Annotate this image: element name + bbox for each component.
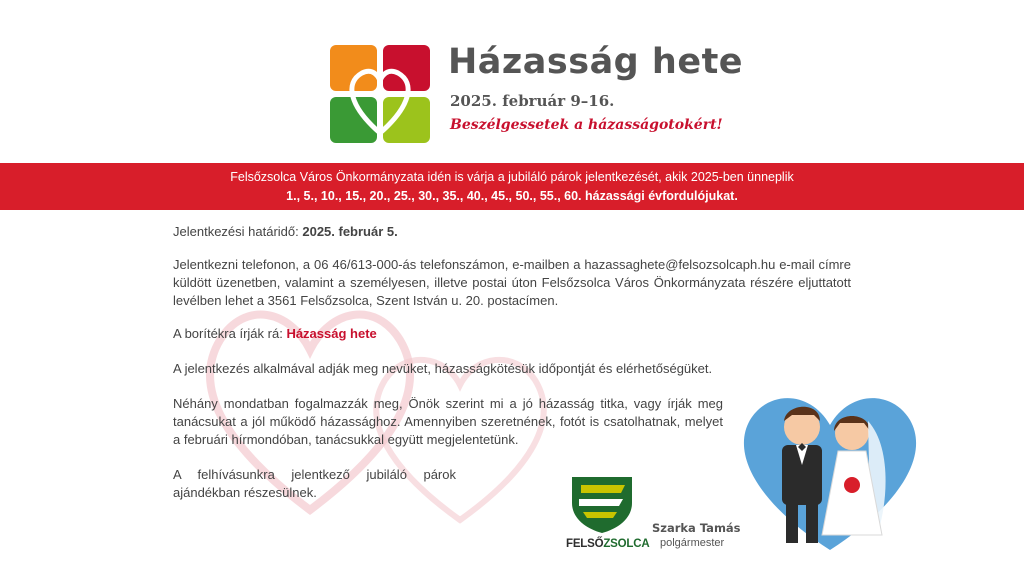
event-title: Házasság hete [448,42,744,82]
banner-line-2: 1., 5., 10., 15., 20., 25., 30., 35., 40., 45., 50., 55., 60. házassági évfordulójukat. [286,189,738,203]
details-paragraph: A jelentkezés alkalmával adják meg nevüket, házasságkötésük időpontját és elérhetőségüket. [173,361,713,376]
town-name-part-1: FELSŐ [566,538,604,550]
town-coat-of-arms-logo [567,473,637,535]
envelope-paragraph [173,325,851,343]
deadline-paragraph [173,223,851,241]
town-name-part-2: ZSOLCA [603,538,650,550]
deadline-value: 2025. február 5. [302,224,398,239]
apply-paragraph: Jelentkezni telefonon, a 06 46/613-000-ás telefonszámon, e-mailben a hazassaghete@felsozsolcaph.hu e-mail címre küldött üzenetben, valamint a személyesen, illetve postai úton Felsőzsolca Város Önkormányzata részére eljuttatott levélben lehet a 3561 Felsőzsolca, Szent István u. 20. postacímen. [173,257,851,308]
announcement-banner [0,163,1024,210]
deadline-label: Jelentkezési határidő: [173,224,303,239]
mayor-name: Szarka Tamás [652,521,741,535]
event-date: 2025. február 9–16. [450,92,615,110]
gift-paragraph: A felhívásunkra jelentkező jubiláló párok ajándékban részesülnek. [173,467,456,500]
envelope-value: Házasság hete [286,326,377,341]
banner-line-1: Felsőzsolca Város Önkormányzata idén is várja a jubiláló párok jelentkezését, akik 2025-ben ünneplik [230,170,794,184]
town-name [566,538,649,550]
story-paragraph: Néhány mondatban fogalmazzák meg, Önök szerint mi a jó házasság titka, vagy írják meg tanácsukat a jól működő házassághoz. Amennyiben szeretnének, fotót is csatolhatnak, melyet a februári hírmondóban, tanácsukkal együtt megjelentetünk. [173,396,723,447]
envelope-label: A borítékra írják rá: [173,326,287,341]
wedding-couple-illustration [730,385,930,555]
mayor-title: polgármester [660,537,725,549]
event-tagline: Beszélgessetek a házasságotokért! [450,117,723,133]
marriage-week-logo [330,45,430,143]
